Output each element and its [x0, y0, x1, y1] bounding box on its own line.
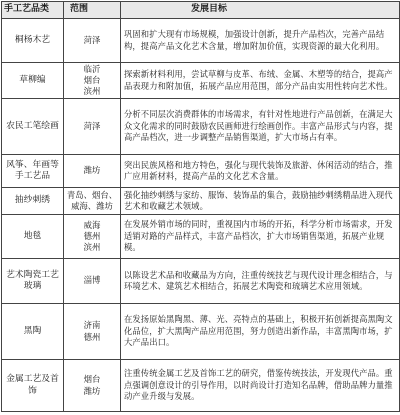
category-cell: 黑陶: [2, 304, 64, 360]
goal-cell: 注重传统金属工艺及首饰工艺的研究，借鉴传统技法，开发现代产品。重点强调创意设计的引导作用，以时尚设计打造知名品牌，借助品牌力量推动产业升级与发展。: [121, 360, 400, 412]
region-name: 淄博: [83, 275, 101, 286]
region-name: 菏泽: [83, 120, 101, 131]
category-cell: 抽纱刺绣: [2, 188, 64, 215]
table-row: [2, 215, 400, 259]
table-row: [2, 155, 400, 188]
region-cell: [64, 304, 121, 360]
region-cell: [64, 99, 121, 155]
region-cell: [64, 63, 121, 99]
region-name: 威海: [83, 219, 101, 230]
table-row: [2, 63, 400, 99]
region-name: 潍坊: [83, 165, 101, 176]
region-cell: [64, 259, 121, 304]
header-region: 范围: [64, 2, 121, 19]
region-name: 德州: [83, 230, 101, 241]
goal-cell: 探索新材料利用，尝试草柳与皮革、布绒、金属、木塑等的结合，提高产品表现力和附加值，拓展产品应用范围，部分产品由实用性转向艺术性。: [121, 63, 400, 99]
category-cell: 地毯: [2, 215, 64, 259]
goal-cell: 强化抽纱刺绣与家纺、服饰、装饰品的集合，鼓励抽纱刺绣精品进入现代艺术和收藏艺术领域。: [121, 188, 400, 215]
table-row: [2, 304, 400, 360]
region-name: 威海、潍坊: [71, 201, 113, 211]
header-goal: 发展目标: [121, 2, 400, 19]
craft-table-container: [1, 1, 399, 413]
region-cell: [64, 19, 121, 63]
goal-cell: 在发扬原始黑陶黑、薄、光、亮特点的基础上，积极开拓创新提高黑陶文化品位，扩大黑陶产品应用范围，努力创造出新作品，丰富黑陶市场，扩大产品出口。: [121, 304, 400, 360]
goal-cell: 在发展外销市场的同时，重视国内市场的开拓，科学分析市场需求，开发适销对路的产品样式，丰富产品档次，扩大市场销售渠道，拓展产业规模。: [121, 215, 400, 259]
region-cell: [64, 188, 121, 215]
goal-cell: 突出民族风格和地方特色，强化与现代装饰及旅游、休闲活动的结合，推广应用新材料，提高产品的文化艺术含量。: [121, 155, 400, 188]
goal-cell: 分析不同层次消费群体的市场需求，有针对性地进行产品创新，在满足大众文化需求的同时鼓励农民画师进行绘画创作。丰富产品形式与内容，提高产品档次，进一步调整产品销售渠道，扩大市场占有率。: [121, 99, 400, 155]
table-row: [2, 188, 400, 215]
category-cell: 艺术陶瓷工艺玻璃: [2, 259, 64, 304]
region-name: 滨州: [83, 242, 101, 253]
region-name: 临沂: [83, 63, 101, 74]
category-cell: 桐杨木艺: [2, 19, 64, 63]
category-cell: 农民工笔绘画: [2, 99, 64, 155]
region-name: 济南: [83, 320, 101, 331]
table-header-row: [2, 2, 400, 19]
region-cell: [64, 215, 121, 259]
category-cell: 金属工艺及首饰: [2, 360, 64, 412]
craft-development-table: [1, 1, 400, 412]
table-row: [2, 360, 400, 412]
region-name: 滨州: [83, 86, 101, 97]
region-name: 烟台: [83, 374, 101, 385]
region-name: 烟台: [83, 74, 101, 85]
table-row: [2, 99, 400, 155]
region-name: 德州: [83, 331, 101, 342]
goal-cell: 以陈设艺术品和收藏品为方向，注重传统技艺与现代设计理念相结合，与环境艺术、建筑艺术相结合，拓展艺术陶瓷和琉璃艺术应用领域。: [121, 259, 400, 304]
table-row: [2, 19, 400, 63]
region-name: 青岛、烟台、: [66, 189, 118, 200]
region-cell: [64, 360, 121, 412]
table-row: [2, 259, 400, 304]
region-name: 菏泽: [83, 34, 101, 45]
goal-cell: 巩固和扩大现有市场规模，加强设计创新，提升产品档次，完善产品结构，提高产品文化艺术含量，增加附加价值，实现资源的最大化利用。: [121, 19, 400, 63]
category-cell: 风筝、年画等手工艺品: [2, 155, 64, 188]
region-cell: [64, 155, 121, 188]
header-category: 手工艺品类: [2, 2, 64, 19]
region-name: 潍坊: [83, 385, 101, 396]
category-cell: 草柳编: [2, 63, 64, 99]
